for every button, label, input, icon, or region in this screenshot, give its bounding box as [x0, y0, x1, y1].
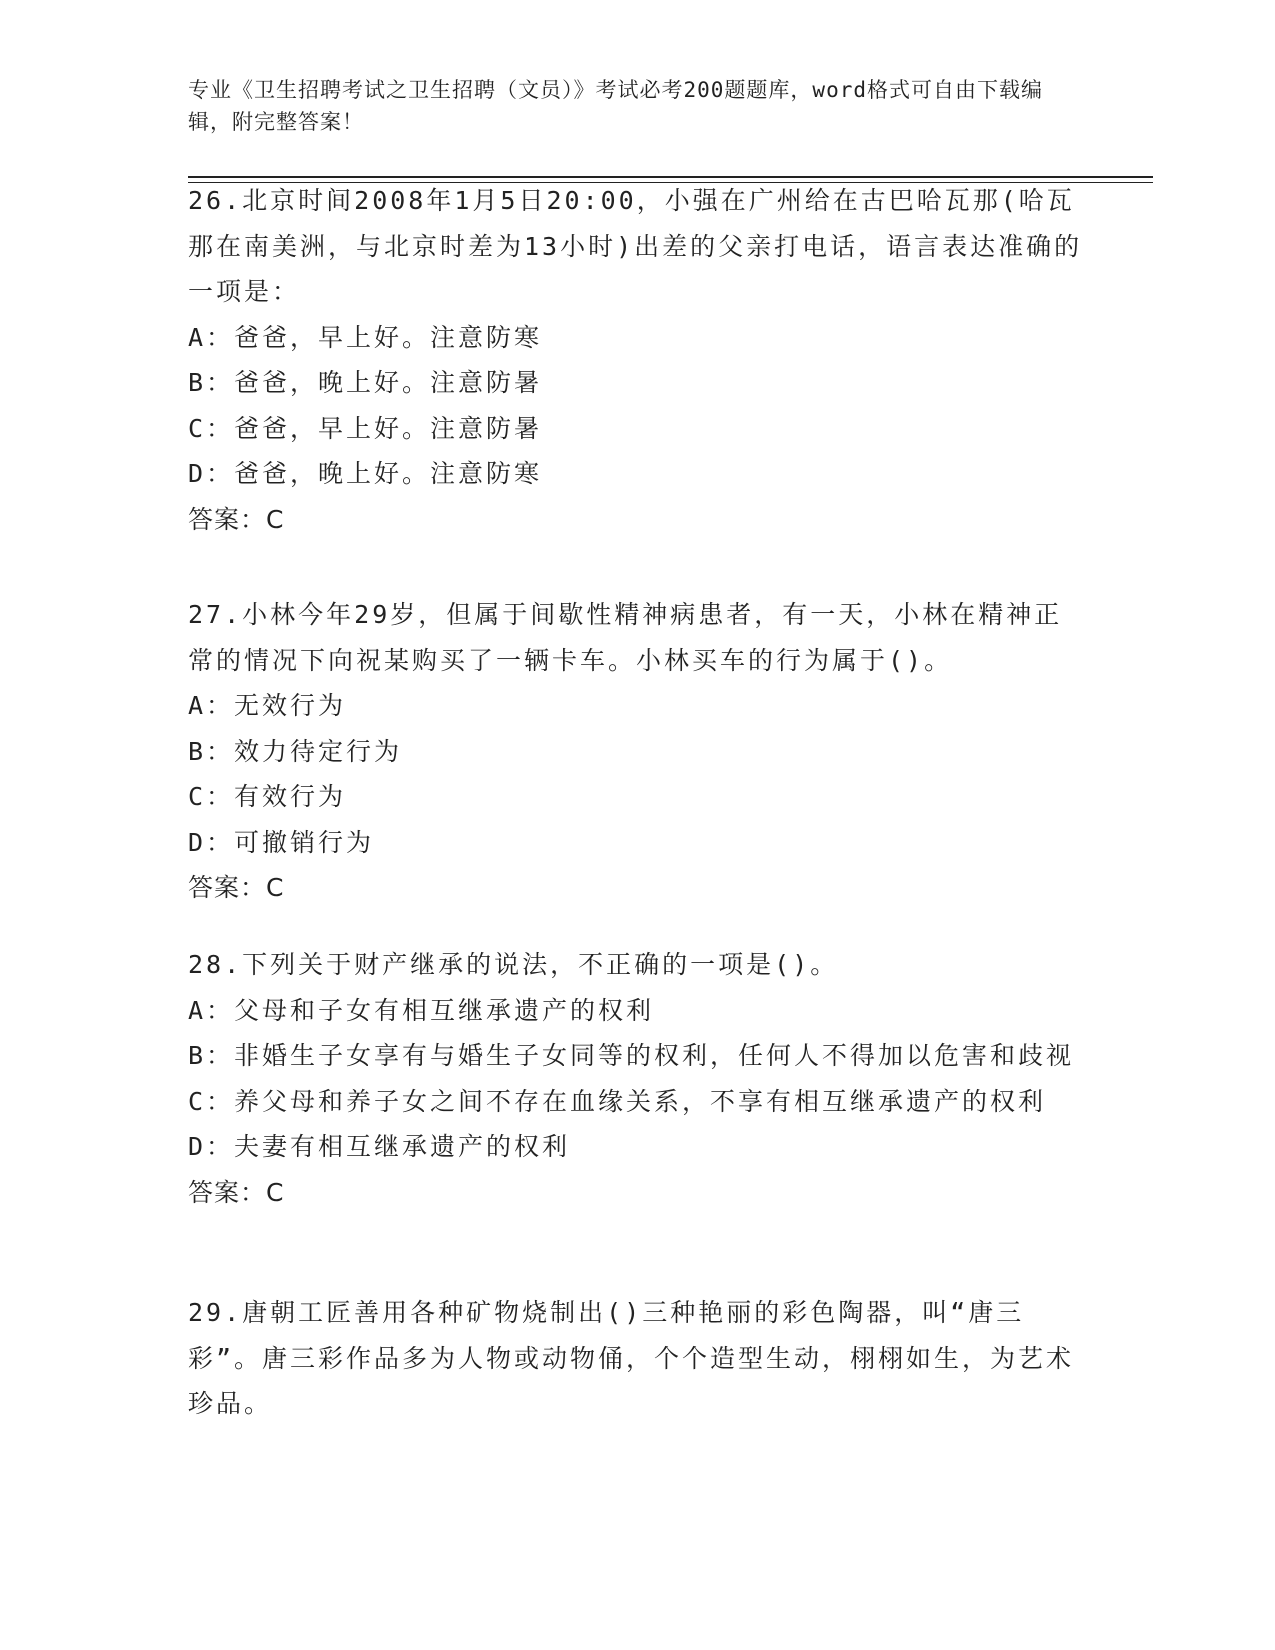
- option-c: C：有效行为: [188, 782, 347, 811]
- question-26: [188, 178, 1088, 542]
- option-a: A：爸爸，早上好。注意防寒: [188, 322, 543, 352]
- answer: 答案：C: [188, 873, 285, 902]
- answer: 答案：C: [188, 1177, 285, 1207]
- answer: 答案：C: [188, 504, 285, 534]
- question-27: [188, 592, 1088, 911]
- question-stem: 27.小林今年29岁，但属于间歇性精神病患者，有一天，小林在精神正常的情况下向祝某购买了一辆卡车。小林买车的行为属于()。: [188, 600, 1063, 675]
- option-d: D：夫妻有相互继承遗产的权利: [188, 1132, 571, 1161]
- question-29: [188, 1290, 1088, 1427]
- option-a: A：父母和子女有相互继承遗产的权利: [188, 995, 655, 1025]
- option-b: B：效力待定行为: [188, 736, 403, 766]
- option-a: A：无效行为: [188, 691, 347, 720]
- question-stem: 29.唐朝工匠善用各种矿物烧制出()三种艳丽的彩色陶器，叫“唐三彩”。唐三彩作品多为人物或动物俑，个个造型生动，栩栩如生，为艺术珍品。: [188, 1298, 1075, 1418]
- option-d: D：可撤销行为: [188, 827, 375, 857]
- option-d: D：爸爸，晚上好。注意防寒: [188, 459, 543, 488]
- option-b: B：非婚生子女享有与婚生子女同等的权利，任何人不得加以危害和歧视: [188, 1041, 1075, 1070]
- option-b: B：爸爸，晚上好。注意防暑: [188, 368, 543, 397]
- option-c: C：爸爸，早上好。注意防暑: [188, 413, 543, 443]
- option-c: C：养父母和养子女之间不存在血缘关系，不享有相互继承遗产的权利: [188, 1086, 1047, 1116]
- question-28: [188, 942, 1088, 1215]
- question-stem: 28.下列关于财产继承的说法，不正确的一项是()。: [188, 950, 839, 979]
- question-stem: 26.北京时间2008年1月5日20:00，小强在广州给在古巴哈瓦那(哈瓦那在南美洲，与北京时差为13小时)出差的父亲打电话，语言表达准确的一项是：: [188, 186, 1083, 306]
- document-header: 专业《卫生招聘考试之卫生招聘（文员）》考试必考200题题库，word格式可自由下载编辑，附完整答案！: [188, 78, 1043, 134]
